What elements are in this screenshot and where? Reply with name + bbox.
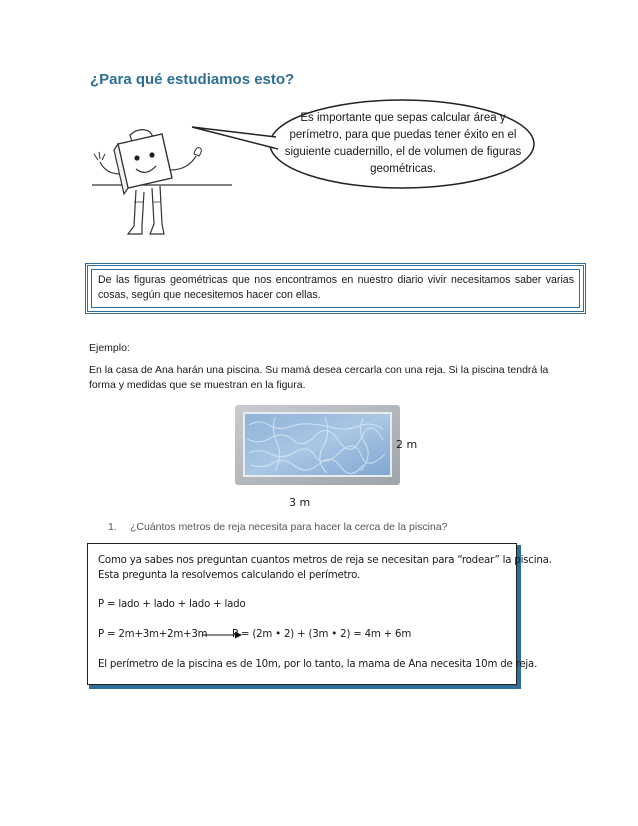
intro-box-text: De las figuras geométricas que nos encontramos en nuestro diario vivir necesitamos saber varias cosas, según que necesitemos hacer con ellas. [98,274,574,301]
example-text: En la casa de Ana harán una piscina. Su mamá desea cercarla con una reja. Si la piscina tendrá la forma y medidas que se muestran en la figura. [89,364,549,391]
question-text: ¿Cuántos metros de reja necesita para hacer la cerca de la piscina? [130,521,448,533]
answer-line-2: Esta pregunta la resolvemos calculando el perímetro. [98,570,361,581]
question-1 [108,521,448,533]
example-label: Ejemplo: [89,342,130,354]
perimeter-formula: P = lado + lado + lado + lado [98,599,246,610]
speech-bubble-text: Es importante que sepas calcular área y perímetro, para que puedas tener éxito en el siguiente cuadernillo, el de volumen de figuras geométricas. [284,112,522,175]
question-number: 1. [108,521,117,533]
pool-side-label: 2 m [396,438,418,451]
calc-left: P = 2m+3m+2m+3m [98,629,208,640]
page-title: ¿Para qué estudiamos esto? [90,71,295,88]
answer-conclusion: El perímetro de la piscina es de 10m, por lo tanto, la mama de Ana necesita 10m de reja. [98,659,538,670]
calc-right: P = (2m • 2) + (3m • 2) = 4m + 6m [232,629,412,640]
pool-image [235,405,400,485]
answer-line-1: Como ya sabes nos preguntan cuantos metros de reja se necesitan para “rodear” la piscina. [98,555,552,566]
pool-bottom-label: 3 m [289,496,311,509]
